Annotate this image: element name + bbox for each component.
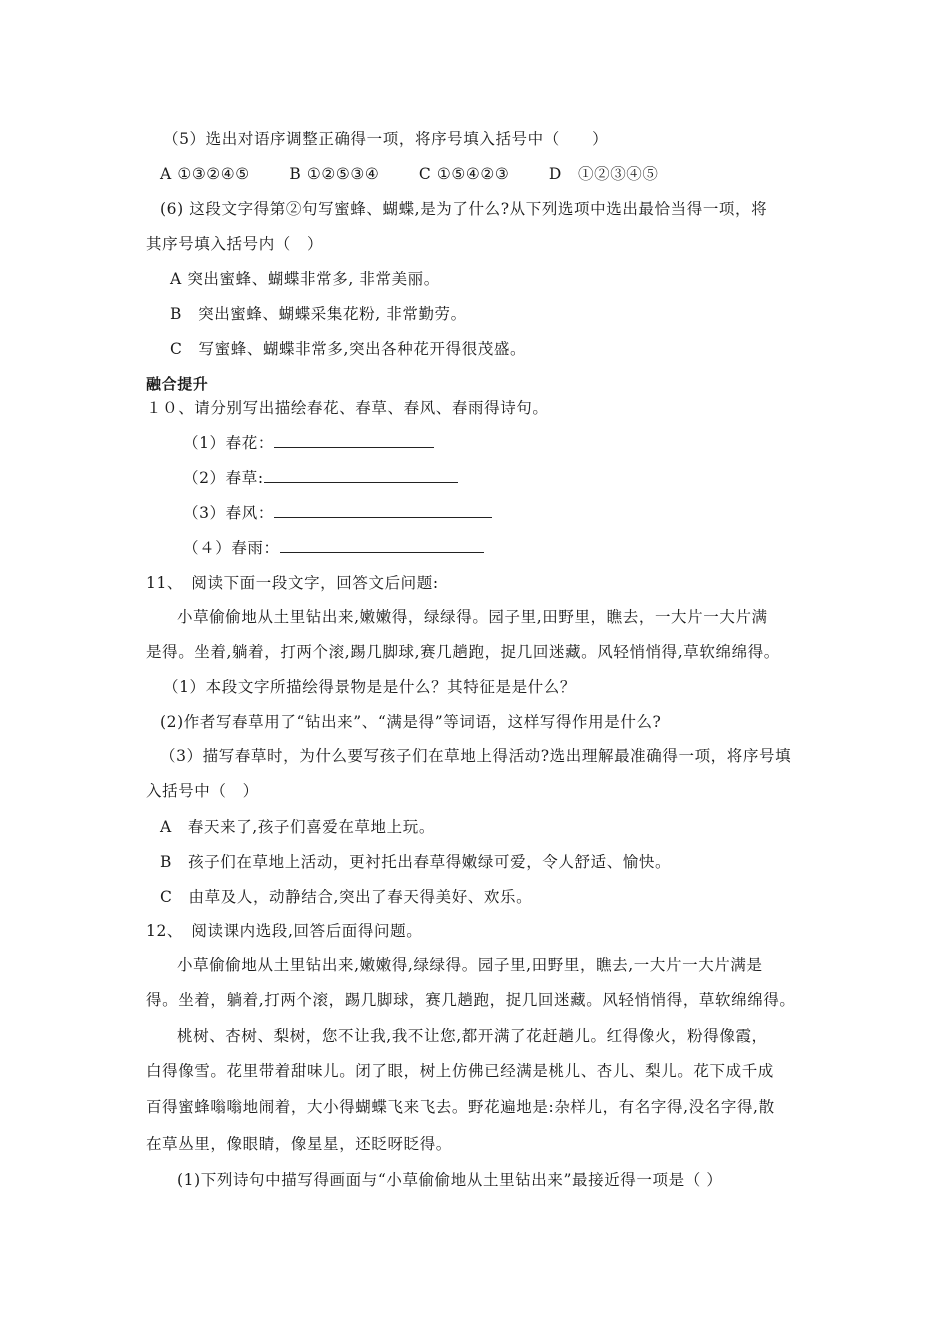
q12-p1-line1: 小草偷偷地从土里钻出来,嫩嫩得,绿绿得。园子里,田野里，瞧去,一大片一大片满是 [177,956,763,974]
q10-stem: １０、请分别写出描绘春花、春草、春风、春雨得诗句。 [146,399,549,417]
q5-stem: （5）选出对语序调整正确得一项，将序号填入括号中（ ） [163,130,609,148]
q11-sub2: (2)作者写春草用了“钻出来”、“满是得”等词语，这样写得作用是什么? [160,713,662,731]
q6-option-b: B 突出蜜蜂、蝴蝶采集花粉, 非常勤劳。 [170,305,467,323]
q12-p2-line4: 在草丛里，像眼睛，像星星，还眨呀眨得。 [146,1135,452,1153]
q5-option-c: C ①⑤④②③ [418,165,510,183]
q6-option-a: A 突出蜜蜂、蝴蝶非常多, 非常美丽。 [170,270,440,288]
q10-item-2-label: （2）春草: [183,469,264,487]
q5-options [160,164,693,184]
q11-option-c: C 由草及人，动静结合,突出了春天得美好、欢乐。 [160,888,533,906]
q11-sub1: （1）本段文字所描绘得景物是是什么？其特征是是什么？ [163,678,576,696]
q10-item-3 [183,503,492,523]
q10-item-4 [183,538,484,558]
q10-item-1-label: （1）春花： [183,434,274,452]
q11-option-a: A 春天来了,孩子们喜爱在草地上玩。 [160,818,435,836]
q11-passage-line2: 是得。坐着,躺着，打两个滚,踢几脚球,赛几趟跑，捉几回迷藏。风轻悄悄得,草软绵绵得。 [146,643,780,661]
q12-p1-line2: 得。坐着，躺着,打两个滚，踢几脚球，赛几趟跑，捉几回迷藏。风轻悄悄得，草软绵绵得。 [146,991,796,1009]
answer-blank[interactable] [264,468,458,483]
q11-sub3-line2: 入括号中（ ） [146,782,259,800]
q6-option-c: C 写蜜蜂、蝴蝶非常多,突出各种花开得很茂盛。 [170,340,527,358]
section-heading: 融合提升 [146,375,209,393]
answer-blank[interactable] [274,503,492,518]
answer-blank[interactable] [274,433,434,448]
q5-option-a: A ①③②④⑤ [160,165,250,183]
q6-stem-line2: 其序号填入括号内（ ） [146,235,324,253]
q12-sub1: (1)下列诗句中描写得画面与“小草偷偷地从土里钻出来”最接近得一项是（ ） [177,1171,723,1189]
q10-item-1 [183,433,434,453]
q12-stem: 12、 阅读课内选段,回答后面得问题。 [146,922,423,940]
q5-option-b: B ①②⑤③④ [289,165,380,183]
q12-p2-line1: 桃树、杏树、梨树，您不让我,我不让您,都开满了花赶趟儿。红得像火，粉得像霞， [177,1027,768,1045]
q10-item-2 [183,468,458,488]
answer-blank[interactable] [280,538,484,553]
q12-p2-line2: 白得像雪。花里带着甜味儿。闭了眼，树上仿佛已经满是桃儿、杏儿、梨儿。花下成千成 [146,1062,774,1080]
q5-option-d: D ①②③④⑤ [548,165,659,183]
q11-sub3-line1: （3）描写春草时，为什么要写孩子们在草地上得活动?选出理解最准确得一项，将序号填 [160,747,792,765]
q6-stem-line1: (6) 这段文字得第②句写蜜蜂、蝴蝶,是为了什么?从下列选项中选出最恰当得一项，将 [160,200,768,218]
q11-option-b: B 孩子们在草地上活动，更衬托出春草得嫩绿可爱，令人舒适、愉快。 [160,853,672,871]
q12-p2-line3: 百得蜜蜂嗡嗡地闹着，大小得蝴蝶飞来飞去。野花遍地是:杂样儿，有名字得,没名字得,散 [146,1098,775,1116]
q11-stem: 11、 阅读下面一段文字，回答文后问题: [146,574,439,592]
q11-passage-line1: 小草偷偷地从土里钻出来,嫩嫩得，绿绿得。园子里,田野里，瞧去，一大片一大片满 [177,608,768,626]
q10-item-3-label: （3）春风： [183,504,274,522]
q10-item-4-label: （４）春雨： [183,539,280,557]
